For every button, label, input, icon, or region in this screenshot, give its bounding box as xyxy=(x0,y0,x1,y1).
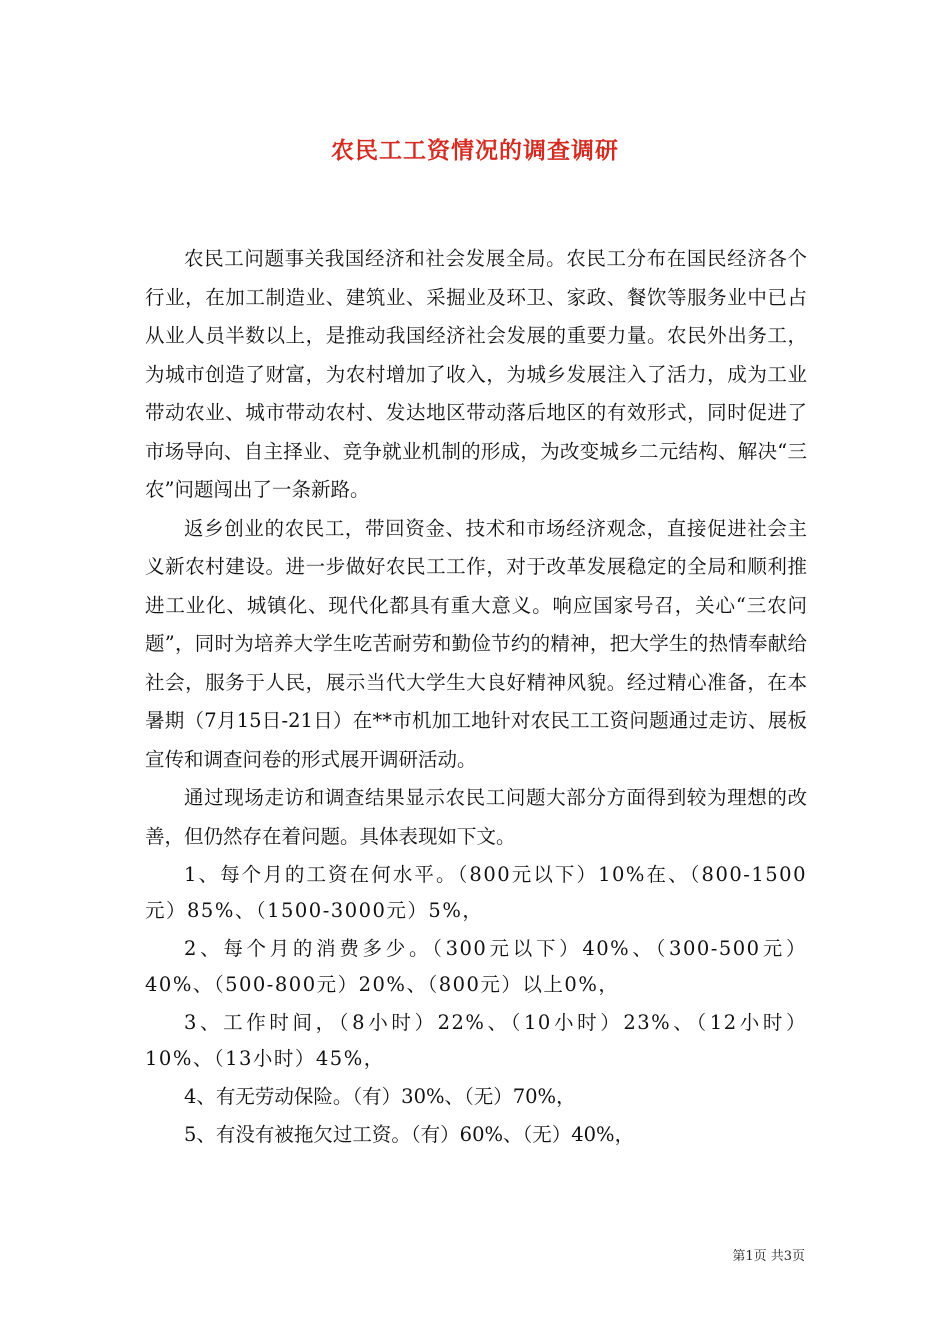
paragraph-intro: 农民工问题事关我国经济和社会发展全局。农民工分布在国民经济各个行业，在加工制造业、建筑业、采掘业及环卫、家政、餐饮等服务业中已占从业人员半数以上，是推动我国经济社会发展的重要力量。农民外出务工，为城市创造了财富，为农村增加了收入，为城乡发展注入了活力，成为工业带动农业、城市带动农村、发达地区带动落后地区的有效形式，同时促进了市场导向、自主择业、竞争就业机制的形成，为改变城乡二元结构、解决“三农”问题闯出了一条新路。 xyxy=(145,247,807,501)
survey-item-wage-arrears: 5、有没有被拖欠过工资。（有）60%、（无）40%， xyxy=(184,1123,635,1146)
survey-item-consumption: 2、每个月的消费多少。（300元以下）40%、（300-500元）40%、（500-800元）20%、（800元）以上0%， xyxy=(145,937,807,996)
survey-item-work-hours: 3、工作时间，（8小时）22%、（10小时）23%、（12小时）10%、（13小时）45%， xyxy=(145,1011,807,1070)
paragraph-activity: 返乡创业的农民工，带回资金、技术和市场经济观念，直接促进社会主义新农村建设。进一步做好农民工工作，对于改革发展稳定的全局和顺利推进工业化、城镇化、现代化都具有重大意义。响应国家号召，关心“三农问题”，同时为培养大学生吃苦耐劳和勤俭节约的精神，把大学生的热情奉献给社会，服务于人民，展示当代大学生大良好精神风貌。经过精心准备，在本暑期（7月15日-21日）在**市机加工地针对农民工工资问题通过走访、展板宣传和调查问卷的形式展开调研活动。 xyxy=(145,516,807,771)
page-number: 第1页 共3页 xyxy=(732,1249,805,1264)
survey-item-wage: 1、每个月的工资在何水平。（800元以下）10%在、（800-1500元）85%、（1500-3000元）5%， xyxy=(145,863,807,922)
document-title: 农民工工资情况的调查调研 xyxy=(331,137,619,164)
survey-item-insurance: 4、有无劳动保险。（有）30%、（无）70%， xyxy=(184,1085,576,1108)
document-body xyxy=(145,240,807,1153)
paragraph-findings: 通过现场走访和调查结果显示农民工问题大部分方面得到较为理想的改善，但仍然存在着问题。具体表现如下文。 xyxy=(145,786,807,848)
